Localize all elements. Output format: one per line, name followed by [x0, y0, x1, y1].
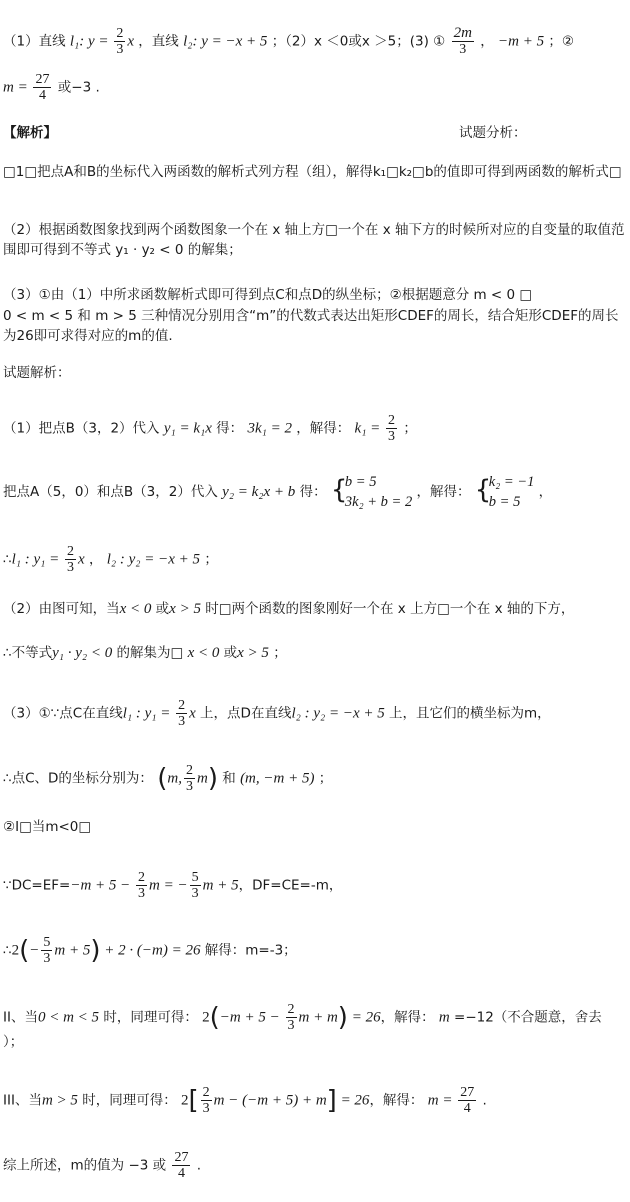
equation: { b = 5	[344, 474, 377, 490]
text: =−12（不合题意，舍去	[449, 1009, 602, 1026]
analysis-p1: □1□把点A和B的坐标代入两函数的解析式列方程（组），解得k₁□k₂□b的值即可得到两函数的解析式□	[3, 164, 622, 180]
text: ，DF=CE=-m，	[238, 877, 343, 894]
solution-step-2	[3, 470, 626, 514]
text: 把点A（5，0）和点B（3，2）代入	[3, 484, 218, 500]
solution-step-3	[3, 544, 626, 575]
solution-label: 试题解析：	[3, 365, 71, 381]
text: .	[482, 1092, 487, 1109]
analysis-p3b: 0 < m < 5 和 m > 5 三种情况分别用含“m”的代数式表达出矩形CDEF的周长，结合矩形CDEF的周长为26即可求得对应的m的值.	[3, 308, 619, 344]
text: .	[196, 1157, 202, 1174]
text: 时，同理可得：	[99, 1009, 198, 1026]
analysis-p2: （2）根据函数图象找到两个函数图象一个在 x 轴上方□一个在 x 轴下方的时候所对应的自变量的取值范围即可得到不等式 y₁ · y₂ < 0 的解集；	[3, 222, 625, 258]
fraction: $\frac{2}{3}$	[185, 763, 193, 794]
paren-close: )	[337, 1002, 348, 1033]
math: x > 5	[169, 601, 201, 617]
equation: { k₂ = −1	[488, 474, 535, 490]
text: （2）由图可知，当	[3, 601, 120, 617]
solution-step-7	[3, 763, 626, 794]
math: m = −	[149, 877, 188, 894]
text: ∴	[3, 551, 12, 568]
fraction: $\frac{27}{4}$	[35, 72, 50, 103]
answer-text: 或−3 .	[53, 79, 100, 96]
math: 2	[202, 1009, 210, 1026]
text: 上，点D在直线	[195, 705, 292, 722]
math: −	[29, 942, 40, 959]
text: （3）①∵点C在直线	[3, 705, 123, 722]
solution-step-4	[3, 600, 626, 618]
text: ∴	[3, 942, 12, 959]
solution-step-6	[3, 698, 626, 729]
text: ；	[273, 645, 287, 661]
text: 或	[219, 645, 238, 661]
equation-system	[475, 472, 535, 512]
math: m	[196, 770, 208, 787]
text: ，解得：	[369, 1092, 424, 1109]
text: 上，且它们的横坐标为m，	[384, 705, 551, 722]
fraction: $\frac{2}{3}$	[287, 1002, 295, 1033]
bracket-open: [	[188, 1085, 199, 1116]
text: ，解得：	[416, 484, 471, 500]
solution-step-12	[3, 1085, 626, 1116]
paren-open: (	[209, 1002, 220, 1033]
solution-step-10	[3, 935, 626, 966]
math: m − (−m + 5) + m	[213, 1092, 327, 1109]
math: −m + 5 −	[219, 1009, 284, 1026]
math: 0 < m < 5	[37, 1009, 100, 1026]
text: II、当	[3, 1009, 38, 1026]
text: ，	[88, 551, 103, 568]
text: ，解得：	[380, 1009, 435, 1026]
solution-step-1	[3, 413, 626, 444]
math: x	[77, 551, 85, 568]
text: 解得：m=-3；	[200, 942, 297, 959]
text: ∴不等式	[3, 645, 53, 661]
fraction: $\frac{2}{3}$	[66, 544, 74, 575]
math: y₁ = k₁x	[163, 420, 212, 437]
math: + 2 · (−m) = 26	[100, 942, 201, 959]
answer-text: ，	[480, 33, 494, 50]
fraction: $\frac{2}{3}$	[138, 870, 146, 901]
math: y₂ = k₂x + b	[222, 484, 296, 500]
bracket-close: ]	[326, 1085, 337, 1116]
equation: b = 5	[488, 494, 521, 510]
math-l1: l₁: y =	[69, 33, 113, 50]
text: 或	[151, 601, 170, 617]
fraction: $\frac{27}{4}$	[174, 1150, 189, 1181]
math: y₁ · y₂ < 0	[52, 645, 113, 661]
text: 和	[222, 770, 236, 787]
analysis-title: 【解析】	[3, 125, 57, 141]
answer-text: （1）直线	[3, 33, 66, 50]
fraction: $\frac{5}{3}$	[191, 870, 199, 901]
math: k₁ =	[354, 420, 385, 437]
text: （1）把点B（3，2）代入	[3, 420, 160, 437]
fraction: $\frac{2}{3}$	[178, 698, 186, 729]
text: ，	[538, 484, 553, 500]
paren-close: )	[90, 935, 101, 966]
math: −m + 5 −	[70, 877, 135, 894]
solution-step-5	[3, 644, 626, 662]
math: m > 5	[41, 1092, 78, 1109]
math: m =	[427, 1092, 457, 1109]
analysis-p3a: （3）①由（1）中所求函数解析式即可得到点C和点D的纵坐标；②根据题意分 m < 0 □	[3, 287, 533, 303]
text: ∵DC=EF=	[3, 877, 71, 894]
math: m,	[167, 770, 182, 787]
solution-step-8: ②I□当m<0□	[3, 819, 92, 835]
equation: 3k₂ + b = 2	[344, 494, 413, 510]
math-var: x	[127, 33, 134, 50]
math: l₂ : y₂ = −x + 5	[291, 705, 385, 722]
text: ∴点C、D的坐标分别为：	[3, 770, 153, 787]
math: m	[438, 1009, 450, 1026]
fraction: $\frac{2}{3}$	[388, 413, 396, 444]
text: 得：	[299, 484, 327, 500]
text: ；	[204, 551, 218, 568]
solution-step-9	[3, 870, 626, 901]
paren-open: (	[157, 763, 168, 794]
math: (m, −m + 5)	[240, 770, 315, 787]
math: m + 5	[202, 877, 239, 894]
math: x > 5	[237, 645, 269, 661]
text: 得：	[216, 420, 244, 437]
answer-text: ；（2）x ＜0或x ＞5；(3) ①	[271, 33, 446, 50]
text: 时，同理可得：	[77, 1092, 177, 1109]
answer-line-2	[3, 72, 626, 103]
math: 2	[181, 1092, 189, 1109]
fraction: $\frac{2m}{3}$	[453, 25, 472, 57]
text: III、当	[3, 1092, 42, 1109]
solution-conclusion	[3, 1150, 626, 1181]
equation-system	[331, 472, 412, 512]
paren-close: )	[207, 763, 218, 794]
math: l₁ : y₁ =	[122, 705, 175, 722]
math: = 26	[336, 1092, 370, 1109]
math: x < 0	[187, 645, 220, 661]
answer-text: ，直线	[138, 33, 179, 50]
math: = 26	[347, 1009, 381, 1026]
fraction: $\frac{2}{3}$	[202, 1085, 210, 1116]
paren-open: (	[19, 935, 30, 966]
answer-text: ；②	[548, 33, 575, 50]
fraction: $\frac{2}{3}$	[116, 26, 124, 57]
text: 时□两个函数的图象刚好一个在 x 上方□一个在 x 轴的下方，	[200, 601, 575, 617]
answer-line-1	[3, 26, 626, 57]
math: 3k₁ = 2	[247, 420, 292, 437]
text: ；	[318, 770, 333, 787]
text: 的解集为□	[112, 645, 184, 661]
math: m + m	[298, 1009, 338, 1026]
solution-step-11	[3, 1002, 626, 1033]
analysis-label: 试题分析：	[459, 125, 527, 141]
math: l₂ : y₂ = −x + 5	[106, 551, 201, 568]
text: ，解得：	[296, 420, 351, 437]
analysis-header	[3, 124, 626, 142]
math: 2	[11, 942, 20, 959]
math: l₁ : y₁ =	[11, 551, 63, 568]
math-l2: l₂: y = −x + 5	[183, 33, 268, 50]
math: m + 5	[54, 942, 91, 959]
fraction: $\frac{27}{4}$	[460, 1085, 475, 1116]
text: 综上所述，m的值为 −3 或	[3, 1157, 171, 1174]
text: ；	[403, 420, 417, 437]
math: x < 0	[119, 601, 152, 617]
solution-step-11-cont: ）；	[3, 1034, 24, 1050]
fraction: $\frac{5}{3}$	[43, 935, 51, 966]
math-expr: −m + 5	[498, 33, 545, 50]
math: x	[189, 705, 196, 722]
math-m: m =	[3, 79, 32, 96]
